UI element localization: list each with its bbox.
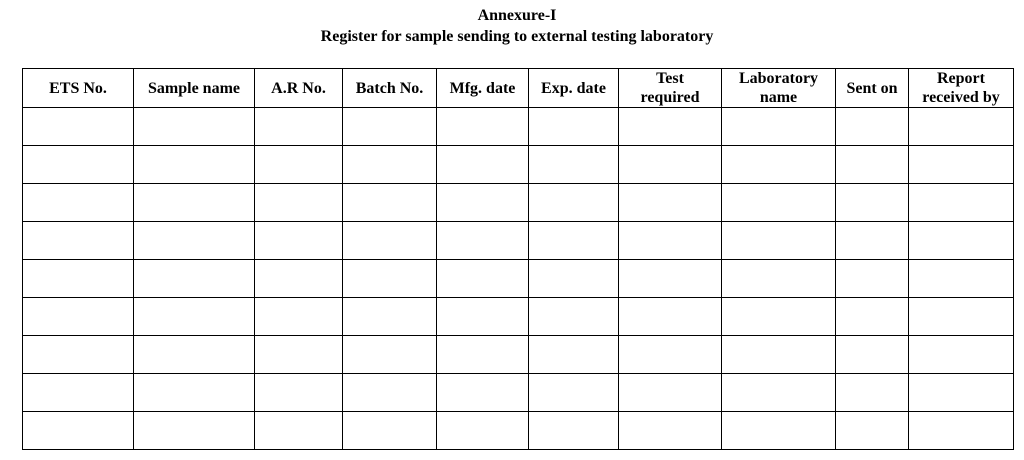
table-cell [722, 260, 836, 298]
table-cell [722, 298, 836, 336]
column-header-label: Mfg. date [449, 79, 516, 97]
table-cell [23, 108, 134, 146]
table-cell [722, 108, 836, 146]
table-cell [619, 108, 722, 146]
column-header-test-required [619, 69, 722, 108]
table-cell [255, 222, 343, 260]
table-row [23, 108, 1014, 146]
table-cell [23, 336, 134, 374]
column-header-exp-date [529, 69, 619, 108]
table-cell [619, 336, 722, 374]
column-header-label: Sent on [846, 79, 898, 97]
table-cell [619, 146, 722, 184]
table-cell [909, 108, 1014, 146]
table-cell [619, 184, 722, 222]
table-cell [134, 146, 255, 184]
table-cell [23, 260, 134, 298]
table-row [23, 222, 1014, 260]
column-header-ets-no [23, 69, 134, 108]
table-cell [722, 336, 836, 374]
document-subtitle: Register for sample sending to external testing laboratory [320, 28, 714, 45]
table-row [23, 260, 1014, 298]
table-cell [134, 298, 255, 336]
table-cell [23, 184, 134, 222]
table-cell [134, 222, 255, 260]
register-table [22, 68, 1014, 450]
table-cell [437, 146, 529, 184]
table-cell [255, 108, 343, 146]
table-cell [529, 298, 619, 336]
column-header-label: Exp. date [541, 79, 606, 97]
table-cell [722, 222, 836, 260]
table-cell [437, 222, 529, 260]
table-cell [437, 336, 529, 374]
column-header-report-received-by [909, 69, 1014, 108]
table-cell [343, 412, 437, 450]
table-cell [134, 412, 255, 450]
table-cell [343, 184, 437, 222]
table-cell [836, 412, 909, 450]
table-cell [343, 146, 437, 184]
table-cell [722, 184, 836, 222]
table-cell [529, 336, 619, 374]
column-header-label-line2: required [640, 89, 700, 106]
table-cell [255, 260, 343, 298]
column-header-sample-name [134, 69, 255, 108]
table-cell [909, 298, 1014, 336]
table-cell [722, 146, 836, 184]
table-cell [437, 108, 529, 146]
document-title: Annexure-I [477, 7, 557, 24]
table-cell [529, 374, 619, 412]
table-cell [255, 336, 343, 374]
table-cell [134, 108, 255, 146]
table-row [23, 184, 1014, 222]
table-cell [836, 146, 909, 184]
table-cell [343, 108, 437, 146]
table-cell [437, 412, 529, 450]
column-header-ar-no [255, 69, 343, 108]
table-cell [909, 184, 1014, 222]
table-cell [909, 336, 1014, 374]
table-cell [529, 412, 619, 450]
table-cell [23, 146, 134, 184]
table-cell [619, 260, 722, 298]
table-cell [23, 298, 134, 336]
table-cell [255, 146, 343, 184]
table-cell [437, 374, 529, 412]
table-cell [909, 222, 1014, 260]
column-header-label-line1: Test [656, 70, 684, 87]
table-cell [529, 222, 619, 260]
column-header-mfg-date [437, 69, 529, 108]
table-cell [529, 146, 619, 184]
register-body [23, 108, 1014, 450]
table-cell [529, 108, 619, 146]
table-cell [23, 222, 134, 260]
table-cell [909, 146, 1014, 184]
column-header-batch-no [343, 69, 437, 108]
header-row [23, 69, 1014, 108]
table-cell [23, 412, 134, 450]
table-row [23, 336, 1014, 374]
table-row [23, 374, 1014, 412]
column-header-sent-on [836, 69, 909, 108]
table-cell [134, 260, 255, 298]
table-row [23, 412, 1014, 450]
column-header-label: ETS No. [49, 79, 107, 97]
table-cell [836, 298, 909, 336]
table-cell [909, 374, 1014, 412]
table-cell [722, 412, 836, 450]
table-cell [836, 374, 909, 412]
table-cell [134, 184, 255, 222]
table-cell [619, 374, 722, 412]
table-cell [529, 260, 619, 298]
table-cell [255, 412, 343, 450]
table-cell [437, 184, 529, 222]
table-cell [343, 222, 437, 260]
column-header-label: Sample name [148, 79, 240, 97]
table-cell [836, 222, 909, 260]
table-cell [437, 260, 529, 298]
table-cell [255, 374, 343, 412]
table-row [23, 146, 1014, 184]
column-header-label-line2: received by [922, 89, 1000, 106]
table-cell [529, 184, 619, 222]
table-cell [343, 298, 437, 336]
table-cell [836, 184, 909, 222]
column-header-label: Batch No. [355, 79, 424, 97]
table-cell [722, 374, 836, 412]
table-cell [343, 374, 437, 412]
table-cell [619, 298, 722, 336]
table-cell [619, 222, 722, 260]
table-cell [836, 260, 909, 298]
table-cell [343, 336, 437, 374]
table-cell [23, 374, 134, 412]
column-header-laboratory-name [722, 69, 836, 108]
table-cell [836, 336, 909, 374]
table-cell [255, 184, 343, 222]
table-cell [909, 412, 1014, 450]
table-row [23, 298, 1014, 336]
table-cell [343, 260, 437, 298]
column-header-label-line1: Laboratory [738, 70, 819, 87]
table-cell [836, 108, 909, 146]
table-cell [437, 298, 529, 336]
table-cell [255, 298, 343, 336]
table-cell [134, 374, 255, 412]
column-header-label-line1: Report [937, 70, 985, 87]
table-cell [909, 260, 1014, 298]
table-cell [619, 412, 722, 450]
column-header-label: A.R No. [271, 79, 326, 97]
column-header-label-line2: name [759, 89, 798, 106]
table-cell [134, 336, 255, 374]
